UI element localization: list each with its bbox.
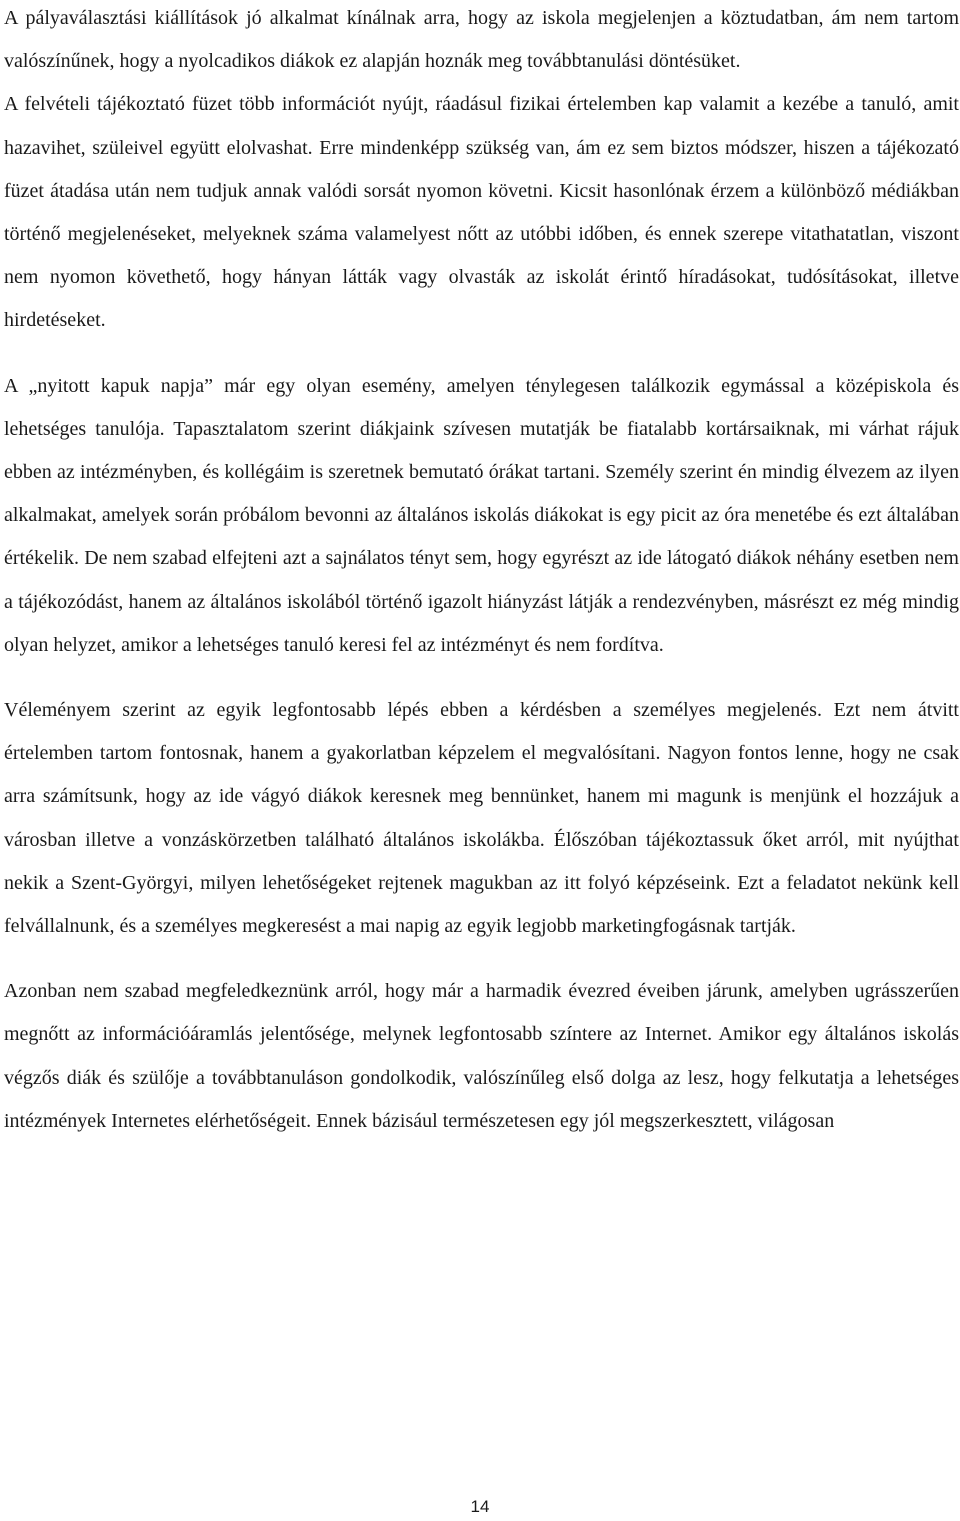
paragraph-open-day: A „nyitott kapuk napja” már egy olyan esemény, amelyen ténylegesen találkozik egymással a középiskola és lehetséges tanulója. Tapasztalatom szerint diákjaink szívesen mutatják be fiatalabb kortársaiknak, mi várhat rájuk ebben az intézményben, és kollégáim is szeretnek bemutató órákat tartani. Személy szerint én mindig élvezem az ilyen alkalmakat, amelyek során próbálom bevonni az általános iskolás diákokat is egy picit az óra menetébe és ezt általában értékelik. De nem szabad elfejteni azt a sajnálatos tényt sem, hogy egyrészt az ide látogató diákok néhány esetben nem a tájékozódást, hanem az általános iskolából történő igazolt hiányzást látják a rendezvényben, másrészt ez még mindig olyan helyzet, amikor a lehetséges tanuló keresi fel az intézményt és nem fordítva. [4,374,959,656]
document-body [4,0,959,1143]
page-number: 14 [470,1497,490,1516]
paragraph-internet: Azonban nem szabad megfeledkeznünk arról, hogy már a harmadik évezred éveiben járunk, amelyben ugrásszerűen megnőtt az információáramlás jelentősége, melynek legfontosabb színtere az Internet. Amikor egy általános iskolás végzős diák és szülője a továbbtanuláson gondolkodik, valószínűleg első dolga az lesz, hogy felkutatja a lehetséges intézmények Internetes elérhetőségeit. Ennek bázisául természetesen egy jól megszerkesztett, világosan [4,980,959,1132]
paragraph-career-fairs: A pályaválasztási kiállítások jó alkalmat kínálnak arra, hogy az iskola megjelenjen a köztudatban, ám nem tartom valószínűnek, hogy a nyolcadikos diákok ez alapján hoznák meg továbbtanulási döntésüket. [4,7,959,73]
paragraph-personal-presence: Véleményem szerint az egyik legfontosabb lépés ebben a kérdésben a személyes megjelenés. Ezt nem átvitt értelemben tartom fontosnak, hanem a gyakorlatban képzelem el megvalósítani. Nagyon fontos lenne, hogy ne csak arra számítsunk, hogy az ide vágyó diákok keresnek meg bennünket, hanem mi magunk is menjünk el hozzájuk a városban illetve a vonzáskörzetben található általános iskolákba. Élőszóban tájékoztassuk őket arról, mit nyújthat nekik a Szent-Györgyi, milyen lehetőségeket rejtenek magukban az itt folyó képzéseink. Ezt a feladatot nekünk kell felvállalnunk, és a személyes megkeresést a mai napig az egyik legjobb marketingfogásnak tartják. [4,699,959,938]
paragraph-admission-booklet: A felvételi tájékoztató füzet több információt nyújt, ráadásul fizikai értelemben kap valamit a kezébe a tanuló, amit hazavihet, szüleivel együtt elolvashat. Erre mindenképp szükség van, ám ez sem biztos módszer, hiszen a tájékozató füzet átadása után nem tudjuk annak valódi sorsát nyomon követni. Kicsit hasonlónak érzem a különböző médiákban történő megjelenéseket, melyeknek száma valamelyest nőtt az utóbbi időben, és ennek szerepe vitathatatlan, viszont nem nyomon követhető, hogy hányan látták vagy olvasták az iskolát érintő híradásokat, tudósításokat, illetve hirdetéseket. [4,93,959,332]
